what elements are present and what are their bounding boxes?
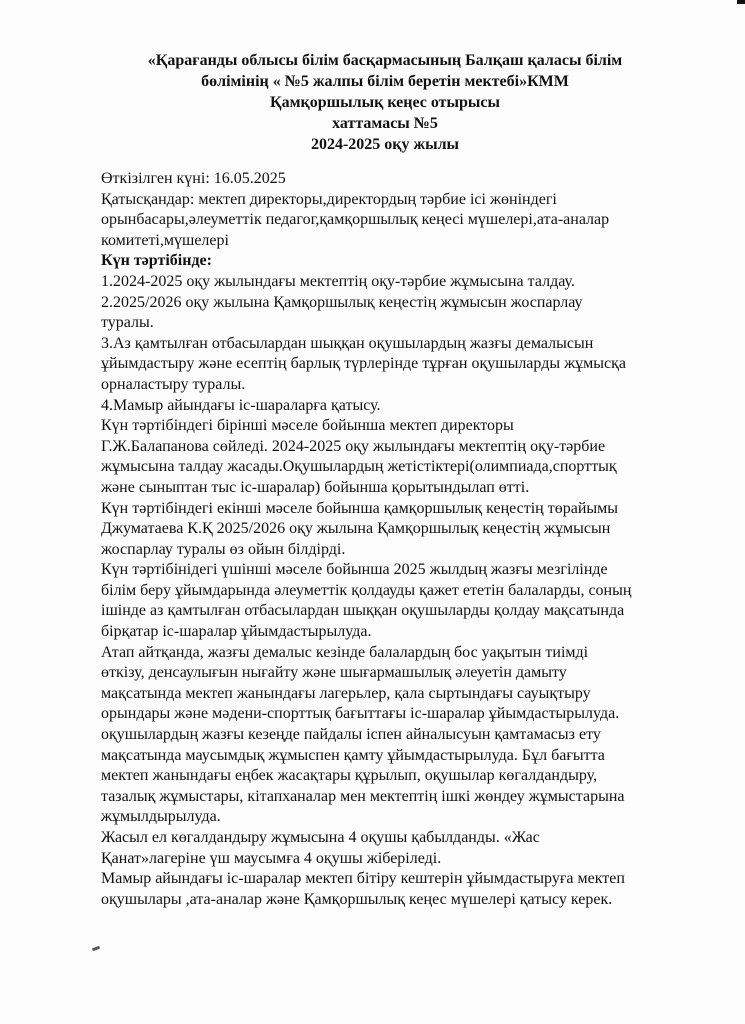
scan-corner-mark — [737, 0, 745, 4]
header-line-2: бөлімінің « №5 жалпы білім беретін мектебі»КММ — [201, 73, 569, 90]
paragraph-line: Қанат»лагеріне үш маусымға 4 оқушы жіберіледі. — [101, 849, 442, 867]
header-line-3: Қамқоршылық кеңес отырысы — [270, 94, 500, 111]
paragraph-line: Мамыр айындағы іс-шаралар мектеп бітіру кештерін ұйымдастыруға мектеп — [101, 870, 625, 888]
paragraph-line: Күн тәртібіндегі бірінші мәселе бойынша мектеп директоры — [101, 417, 514, 435]
paragraph-line: мектеп жанындағы еңбек жасақтары құрылып, оқушылар көгалдандыру, — [101, 767, 598, 785]
agenda-title: Күн тәртібінде: — [101, 252, 212, 270]
participants-line: орынбасары,әлеуметтік педагог,қамқоршылық кеңесі мүшелері,ата-аналар — [101, 211, 610, 229]
meeting-date: Өткізілген күні: 16.05.2025 — [101, 170, 286, 187]
header-line-5: 2024-2025 оқу жылы — [310, 136, 460, 153]
agenda-line: 3.Аз қамтылған отбасылардан шыққан оқушылардың жазғы демалысын — [101, 334, 594, 352]
agenda-line: 2.2025/2026 оқу жылына Қамқоршылық кеңестің жұмысын жоспарлау — [101, 293, 583, 311]
agenda-line: орналастыру туралы. — [101, 375, 246, 393]
paragraph-line: Күн тәртібінідегі үшінші мәселе бойынша 2025 жылдың жазғы мезгілінде — [101, 561, 608, 579]
agenda-line: туралы. — [101, 314, 154, 332]
participants-line: комитеті,мүшелері — [101, 231, 229, 249]
agenda-line: 1.2024-2025 оқу жылындағы мектептің оқу-тәрбие жұмысына талдау. — [101, 272, 575, 290]
paragraph-line: Атап айтқанда, жазғы демалыс кезінде балалардың бос уақытын тиімді — [101, 643, 589, 661]
paragraph-line: өткізу, денсаулығын нығайту және шығармашылық әлеуетін дамыту — [101, 664, 567, 682]
agenda-line: ұйымдастыру және есептің барлық түрлерінде тұрған оқушыларды жұмысқа — [101, 355, 626, 373]
paragraph-line: тазалық жұмыстары, кітапханалар мен мектептің ішкі жөндеу жұмыстарына — [101, 787, 625, 805]
paragraph-line: ішінде аз қамтылған отбасылардан шыққан оқушыларды қолдау мақсатында — [101, 602, 625, 620]
paragraph-line: бірқатар іс-шаралар ұйымдастырылуда. — [101, 623, 372, 641]
paragraph-line: жұмысына талдау жасады.Оқушылардың жетістіктері(олимпиада,спорттық — [101, 458, 617, 476]
paragraph-line: орындары және мәдени-спорттық бағыттағы іс-шаралар ұйымдастырылуда. — [101, 705, 620, 723]
paragraph-line: мақсатында мектеп жанындағы лагерьлер, қала сыртындағы сауықтыру — [101, 684, 591, 702]
paragraph-line: Джуматаева К.Қ 2025/2026 оқу жылына Қамқоршылық кеңестің жұмысын — [101, 520, 611, 538]
paragraph-line: оқушылары ,ата-аналар және Қамқоршылық кеңес мүшелері қатысу керек. — [101, 890, 613, 908]
paragraph-line: мақсатында маусымдық жұмыспен қамту ұйымдастырылуда. Бұл бағытта — [101, 746, 605, 764]
paragraph-line: оқушылардың жазғы кезеңде пайдалы іспен айналысуын қамтамасыз ету — [101, 726, 601, 744]
document-body — [101, 169, 701, 910]
paragraph-line: Күн тәртібіндегі екінші мәселе бойынша қамқоршылық кеңестің төрайымы — [101, 499, 619, 517]
header-line-1: «Қарағанды облысы білім басқармасының Балқаш қаласы білім — [147, 52, 623, 69]
paragraph-line: жұмылдырылуда. — [101, 808, 221, 826]
paragraph-line: Жасыл ел көгалдандыру жұмысына 4 оқушы қабылданды. «Жас — [101, 829, 540, 846]
document-header — [60, 50, 710, 155]
paragraph-line: жоспарлау туралы өз ойын білдірді. — [101, 540, 346, 558]
paragraph-line: және сыныптан тыс іс-шаралар) бойынша қорытындылап өтті. — [101, 478, 530, 496]
agenda-line: 4.Мамыр айындағы іс-шараларға қатысу. — [101, 396, 381, 414]
header-line-4: хаттамасы №5 — [332, 115, 438, 132]
paragraph-line: Г.Ж.Балапанова сөйледі. 2024-2025 оқу жылындағы мектептің оқу-тәрбие — [101, 437, 606, 455]
participants-line: Қатысқандар: мектеп директоры,директордың тәрбие ісі жөніндегі — [101, 190, 557, 208]
scan-speck — [92, 946, 101, 952]
paragraph-line: білім беру ұйымдарында әлеуметтік қолдауды қажет ететін балаларды, соның — [101, 581, 632, 599]
